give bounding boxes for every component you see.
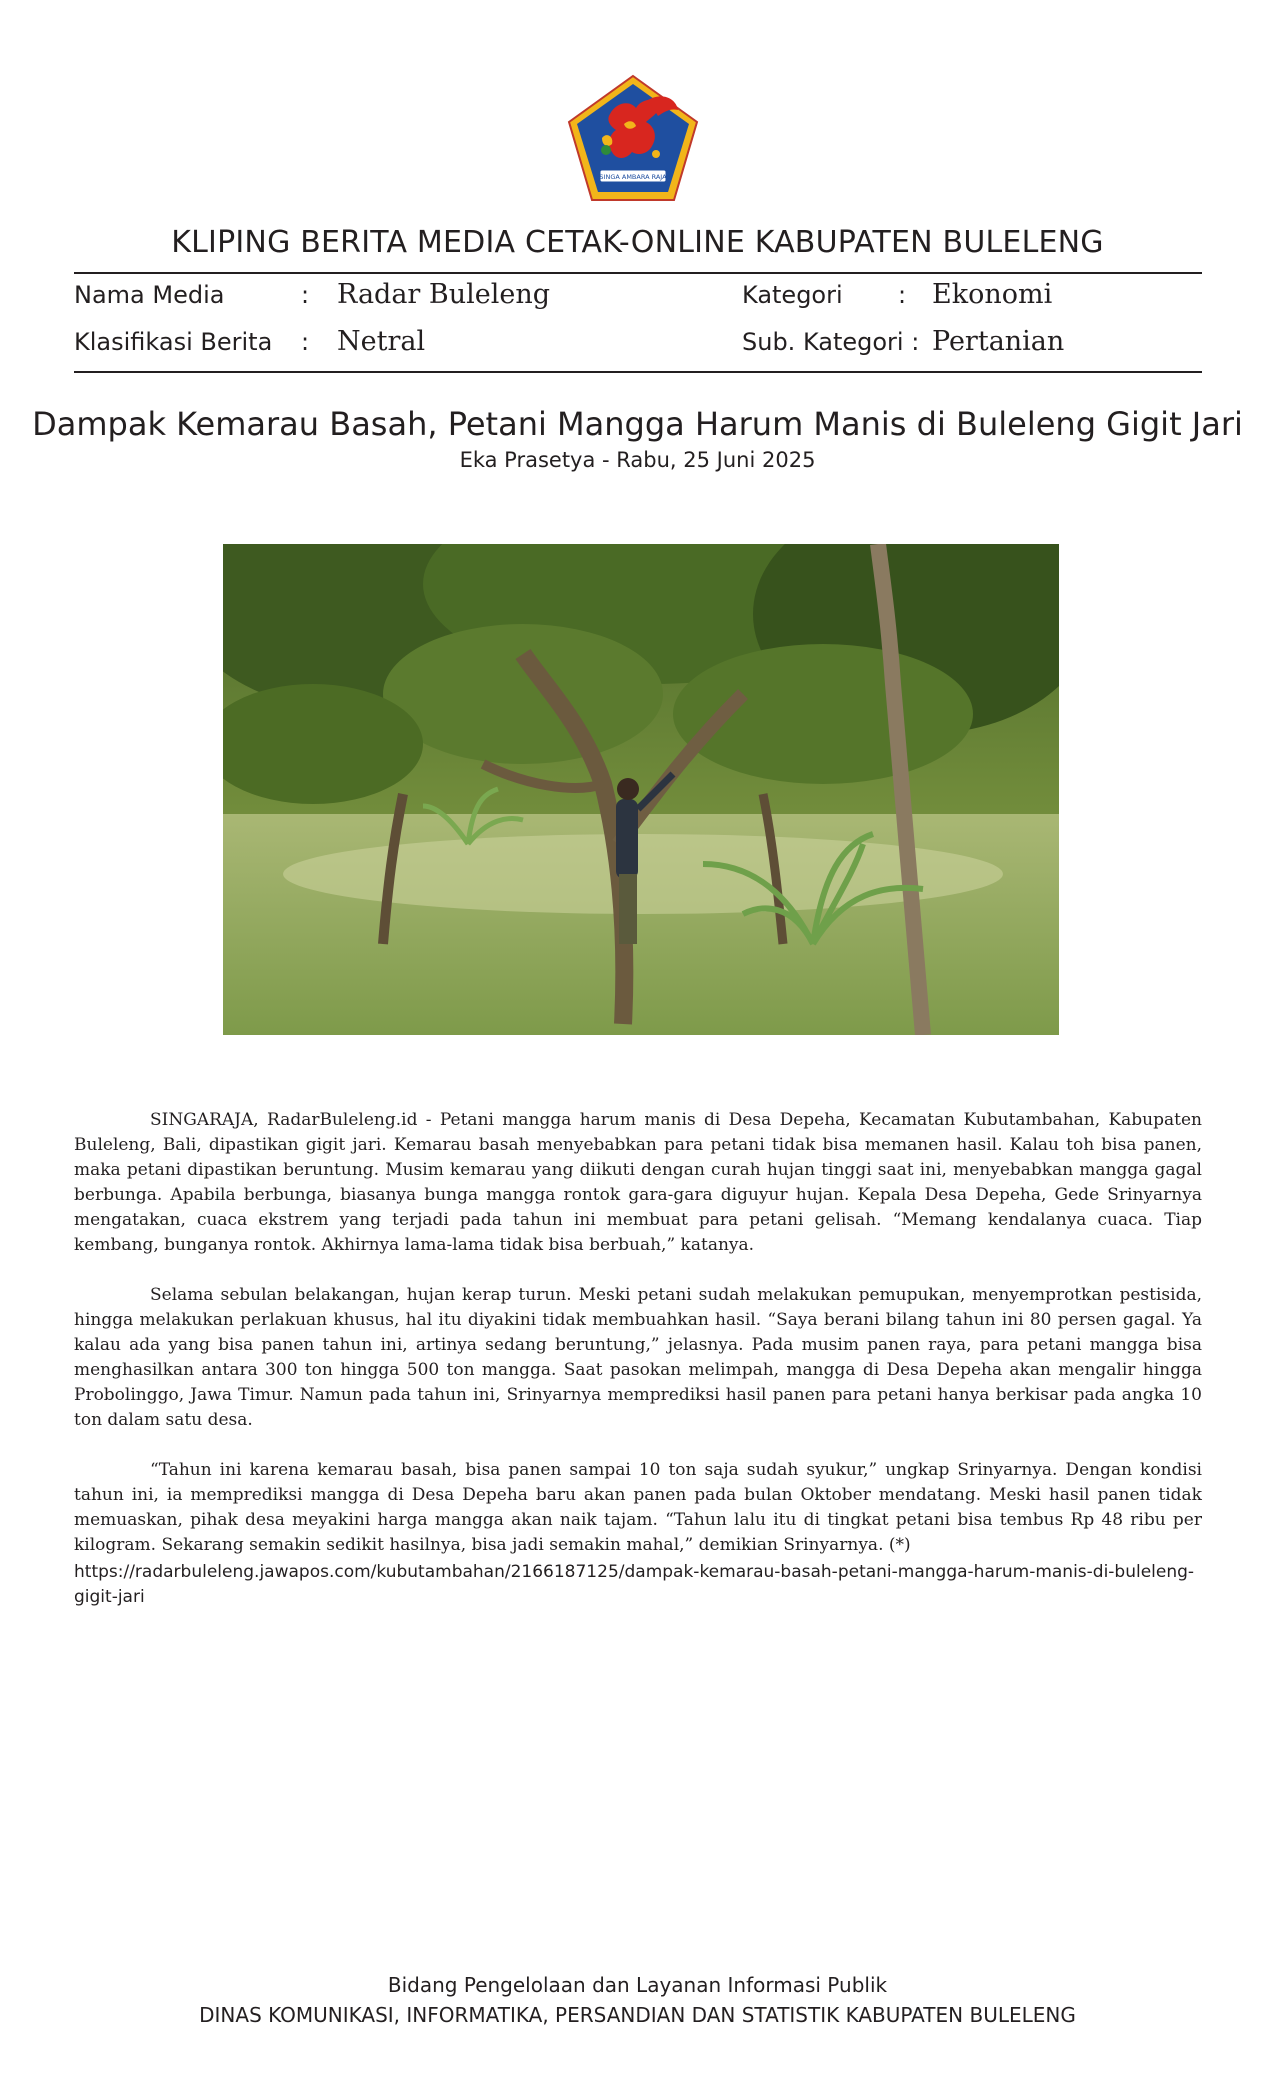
header-divider-top [74, 272, 1202, 274]
classification-colon: : [301, 328, 310, 356]
article-paragraph-1: SINGARAJA, RadarBuleleng.id - Petani mangga harum manis di Desa Depeha, Kecamatan Kubutambahan, Kabupaten Buleleng, Bali, dipastikan gigit jari. Kemarau basah menyebabkan para petani tidak bisa memanen hasil. Kalau toh bisa panen, maka petani dipastikan beruntung. Musim kemarau yang diikuti dengan curah hujan tinggi saat ini, menyebabkan mangga gagal berbunga. Apabila berbunga, biasanya bunga mangga rontok gara-gara diguyur hujan. Kepala Desa Depeha, Gede Srinyarnya mengatakan, cuaca ekstrem yang terjadi pada tahun ini membuat para petani gelisah. “Memang kendalanya cuaca. Tiap kembang, bunganya rontok. Akhirnya lama-lama tidak bisa berbuah,” katanya. [74, 1110, 1202, 1255]
media-name-colon: : [301, 281, 310, 309]
subcategory-value: Pertanian [932, 326, 1065, 357]
classification-value: Netral [337, 326, 426, 357]
mango-orchard-photo [223, 544, 1059, 1035]
media-name-value: Radar Buleleng [337, 279, 551, 310]
article-byline: Eka Prasetya - Rabu, 25 Juni 2025 [459, 448, 816, 472]
article-body [74, 1108, 1202, 1583]
clipping-header-title: KLIPING BERITA MEDIA CETAK-ONLINE KABUPATEN BULELENG [171, 225, 1104, 260]
classification-label: Klasifikasi Berita [74, 328, 273, 356]
svg-text:SINGA AMBARA RAJA: SINGA AMBARA RAJA [599, 173, 667, 181]
media-name-label: Nama Media [74, 281, 225, 309]
footer-division: Bidang Pengelolaan dan Layanan Informasi Publik [387, 1973, 888, 1997]
subcategory-label: Sub. Kategori : [742, 328, 920, 356]
buleleng-emblem-logo [566, 74, 700, 202]
category-value: Ekonomi [932, 279, 1053, 310]
header-divider-bottom [74, 371, 1202, 373]
source-link[interactable]: https://radarbuleleng.jawapos.com/kubutambahan/2166187125/dampak-kemarau-basah-petani-mangga-harum-manis-di-buleleng-gigit-jari [74, 1562, 1195, 1607]
article-paragraph-2: Selama sebulan belakangan, hujan kerap turun. Meski petani sudah melakukan pemupukan, menyemprotkan pestisida, hingga melakukan perlakuan khusus, hal itu diyakini tidak membuahkan hasil. “Saya berani bilang tahun ini 80 persen gagal. Ya kalau ada yang bisa panen tahun ini, artinya sedang beruntung,” jelasnya. Pada musim panen raya, para petani mangga bisa menghasilkan antara 300 ton hingga 500 ton mangga. Saat pasokan melimpah, mangga di Desa Depeha akan mengalir hingga Probolinggo, Jawa Timur. Namun pada tahun ini, Srinyarnya memprediksi hasil panen para petani hanya berkisar pada angka 10 ton dalam satu desa. [74, 1285, 1202, 1430]
category-colon: : [898, 281, 907, 309]
article-title: Dampak Kemarau Basah, Petani Mangga Harum Manis di Buleleng Gigit Jari [32, 405, 1243, 443]
article-paragraph-3: “Tahun ini karena kemarau basah, bisa panen sampai 10 ton saja sudah syukur,” ungkap Srinyarnya. Dengan kondisi tahun ini, ia memprediksi mangga di Desa Depeha baru akan panen pada bulan Oktober mendatang. Meski hasil panen tidak memuaskan, pihak desa meyakini harga mangga akan naik tajam. “Tahun lalu itu di tingkat petani bisa tembus Rp 48 ribu per kilogram. Sekarang semakin sedikit hasilnya, bisa jadi semakin mahal,” demikian Srinyarnya. (*) [74, 1460, 1202, 1555]
footer-agency: DINAS KOMUNIKASI, INFORMATIKA, PERSANDIAN DAN STATISTIK KABUPATEN BULELENG [199, 2003, 1076, 2027]
category-label: Kategori [742, 281, 843, 309]
